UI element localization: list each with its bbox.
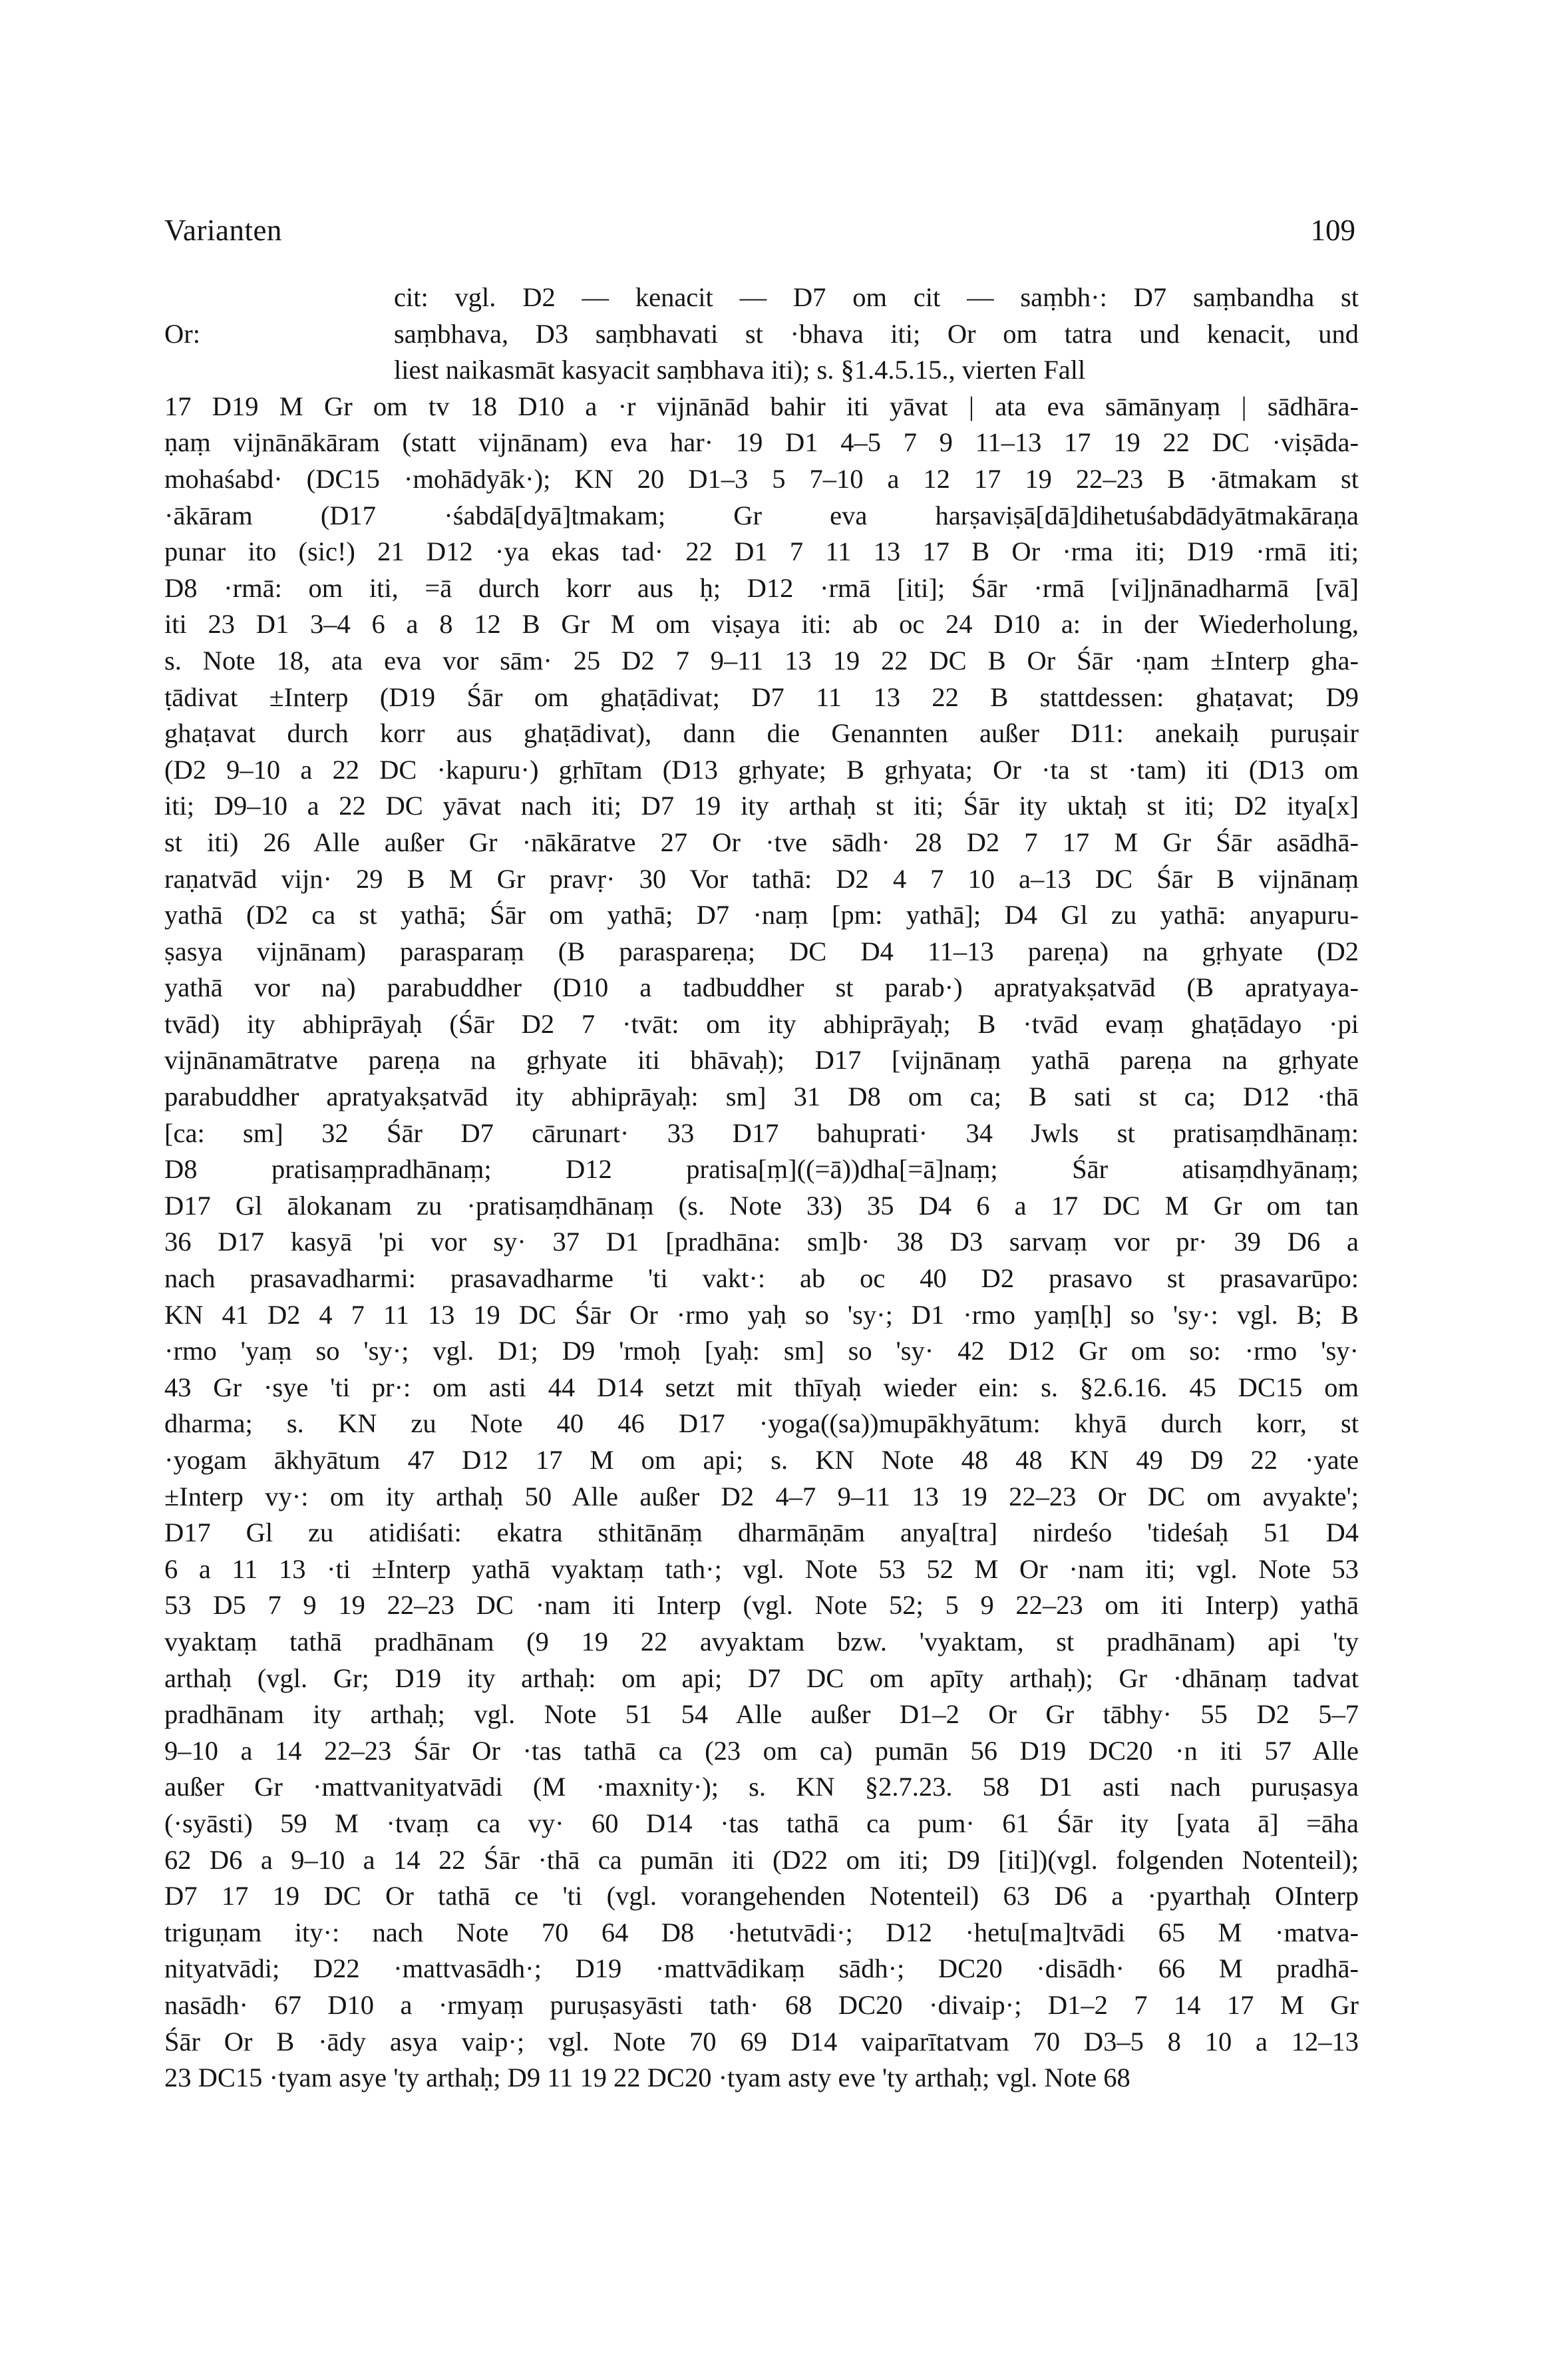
- note-line: ṭādivat ±Interp (D19 Śār om ghaṭādivat; D7 11 13 22 B stattdessen: ghaṭavat; D9: [164, 682, 1359, 712]
- note-line: D17 Gl ālokanam zu ·pratisaṃdhānaṃ (s. Note 33) 35 D4 6 a 17 DC M Gr om tan: [164, 1190, 1359, 1221]
- note-line: außer Gr ·mattvanityatvādi (M ·maxnity·); s. KN §2.7.23. 58 D1 asti nach puruṣasya: [164, 1772, 1359, 1802]
- note-line: ·yogam ākhyātum 47 D12 17 M om api; s. KN Note 48 48 KN 49 D9 22 ·yate: [164, 1445, 1359, 1475]
- note-line: mohaśabd· (DC15 ·mohādyāk·); KN 20 D1–3 5 7–10 a 12 17 19 22–23 B ·ātmakam st: [164, 463, 1359, 494]
- note-line: 62 D6 a 9–10 a 14 22 Śār ·thā ca pumān iti (D22 om iti; D9 [iti])(vgl. folgenden Notenteil);: [164, 1844, 1359, 1875]
- note-line: vyaktaṃ tathā pradhānam (9 19 22 avyaktam bzw. 'vyaktam, st pradhānam) api 'ty: [164, 1626, 1359, 1657]
- note-line: vijnānamātratve pareṇa na gṛhyate iti bhāvaḥ); D17 [vijnānaṃ yathā pareṇa na gṛhyate: [164, 1045, 1359, 1076]
- note-line: ṇaṃ vijnānākāram (statt vijnānam) eva har· 19 D1 4–5 7 9 11–13 17 19 22 DC ·viṣāda-: [164, 427, 1359, 458]
- note-line: (·syāsti) 59 M ·tvaṃ ca vy· 60 D14 ·tas tathā ca pum· 61 Śār ity [yata ā] =āha: [164, 1808, 1359, 1838]
- note-line: 53 D5 7 9 19 22–23 DC ·nam iti Interp (vgl. Note 52; 5 9 22–23 om iti Interp) yathā: [164, 1590, 1359, 1621]
- note-line: yathā (D2 ca st yathā; Śār om yathā; D7 ·naṃ [pm: yathā]; D4 Gl zu yathā: anyapuru-: [164, 900, 1359, 930]
- note-line: 23 DC15 ·tyam asye 'ty arthaḥ; D9 11 19 22 DC20 ·tyam asty eve 'ty arthaḥ; vgl. Note 68: [164, 2063, 1130, 2093]
- note-line: nasādh· 67 D10 a ·rmyaṃ puruṣasyāsti tath· 68 DC20 ·divaip·; D1–2 7 14 17 M Gr: [164, 1989, 1359, 2020]
- note-line: yathā vor na) parabuddher (D10 a tadbuddher st parab·) apratyakṣatvād (B apratyaya-: [164, 972, 1359, 1003]
- running-title: Varianten: [164, 214, 282, 247]
- note-line: ±Interp vy·: om ity arthaḥ 50 Alle außer D2 4–7 9–11 13 19 22–23 Or DC om avyakte';: [164, 1481, 1359, 1511]
- critical-apparatus: [164, 280, 1359, 2096]
- note-line: Śār Or B ·ādy asya vaip·; vgl. Note 70 69 D14 vaiparītatvam 70 D3–5 8 10 a 12–13: [164, 2026, 1359, 2057]
- note-line: nach prasavadharmi: prasavadharme 'ti vakt·: ab oc 40 D2 prasavo st prasavarūpo:: [164, 1263, 1359, 1294]
- running-head: [164, 213, 1355, 253]
- note-line: 43 Gr ·sye 'ti pr·: om asti 44 D14 setzt mit thīyaḥ wieder ein: s. §2.6.16. 45 DC15 om: [164, 1372, 1359, 1402]
- note-line: [ca: sm] 32 Śār D7 cārunart· 33 D17 bahuprati· 34 Jwls st pratisaṃdhānaṃ:: [164, 1117, 1359, 1148]
- note-line: D8 ·rmā: om iti, =ā durch korr aus ḥ; D12 ·rmā [iti]; Śār ·rmā [vi]jnānadharmā [vā]: [164, 572, 1359, 603]
- or-entry-line: saṃbhava, D3 saṃbhavati st ·bhava iti; Or om tatra und kenacit, und: [394, 318, 1359, 349]
- note-line: 36 D17 kasyā 'pi vor sy· 37 D1 [pradhāna: sm]b· 38 D3 sarvaṃ vor pr· 39 D6 a: [164, 1227, 1359, 1257]
- or-entry-line: liest naikasmāt kasyacit saṃbhava iti); s. §1.4.5.15., vierten Fall: [394, 355, 1086, 385]
- note-line: (D2 9–10 a 22 DC ·kapuru·) gṛhītam (D13 gṛhyate; B gṛhyata; Or ·ta st ·tam) iti (D13 om: [164, 754, 1359, 785]
- note-line: st iti) 26 Alle außer Gr ·nākāratve 27 Or ·tve sādh· 28 D2 7 17 M Gr Śār asādhā-: [164, 827, 1359, 857]
- or-entry-line: cit: vgl. D2 — kenacit — D7 om cit — saṃbh·: D7 saṃbandha st: [394, 282, 1359, 312]
- note-line: dharma; s. KN zu Note 40 46 D17 ·yoga((sa))mupākhyātum: khyā durch korr, st: [164, 1408, 1359, 1439]
- note-line: ṣasya vijnānam) parasparaṃ (B parasparеṇa; DC D4 11–13 pareṇa) na gṛhyate (D2: [164, 936, 1359, 966]
- note-line: KN 41 D2 4 7 11 13 19 DC Śār Or ·rmo yaḥ so 'sy·; D1 ·rmo yaṃ[ḥ] so 'sy·: vgl. B; B: [164, 1299, 1359, 1330]
- or-entry-text: [394, 280, 1359, 389]
- note-line: tvād) ity abhiprāyaḥ (Śār D2 7 ·tvāt: om ity abhiprāyaḥ; B ·tvād evaṃ ghaṭādayo ·pi: [164, 1008, 1359, 1039]
- note-line: ·ākāram (D17 ·śabdā[dyā]tmakam; Gr eva harṣaviṣā[dā]dihetuśabdādyātmakāraṇa: [164, 500, 1359, 530]
- note-line: iti 23 D1 3–4 6 a 8 12 B Gr M om viṣaya iti: ab oc 24 D10 a: in der Wiederholung,: [164, 609, 1359, 640]
- note-line: ghaṭavat durch korr aus ghaṭādivat), dann die Genannten außer D11: anekaiḥ puruṣair: [164, 718, 1359, 749]
- note-line: iti; D9–10 a 22 DC yāvat nach iti; D7 19 ity arthaḥ st iti; Śār ity uktaḥ st iti; D2 itya[x]: [164, 791, 1359, 821]
- note-line: ·rmo 'yaṃ so 'sy·; vgl. D1; D9 'rmoḥ [yaḥ: sm] so 'sy· 42 D12 Gr om so: ·rmo 'sy·: [164, 1336, 1359, 1366]
- note-line: 17 D19 M Gr om tv 18 D10 a ·r vijnānād bahir iti yāvat | ata eva sāmānyaṃ | sādhāra-: [164, 391, 1359, 421]
- note-line: punar ito (sic!) 21 D12 ·ya ekas tad· 22 D1 7 11 13 17 B Or ·rma iti; D19 ·rmā iti;: [164, 536, 1359, 567]
- variant-notes: [164, 389, 1359, 2096]
- note-line: D8 pratisaṃpradhānaṃ; D12 pratisa[ṃ]((=ā))dha[=ā]naṃ; Śār atisaṃdhyānaṃ;: [164, 1154, 1359, 1185]
- note-line: raṇatvād vijn· 29 B M Gr pravṛ· 30 Vor tathā: D2 4 7 10 a–13 DC Śār B vijnānaṃ: [164, 863, 1359, 894]
- note-line: D7 17 19 DC Or tathā ce 'ti (vgl. vorangehenden Notenteil) 63 D6 a ·pyarthaḥ OInterp: [164, 1881, 1359, 1911]
- note-line: triguṇam ity·: nach Note 70 64 D8 ·hetutvādi·; D12 ·hetu[ma]tvādi 65 M ·matva-: [164, 1917, 1359, 1947]
- page-number: 109: [1310, 214, 1355, 247]
- note-line: D17 Gl zu atidiśati: ekatra sthitānāṃ dharmāṇām anya[tra] nirdeśo 'tideśaḥ 51 D4: [164, 1517, 1359, 1548]
- note-line: parabuddher apratyakṣatvād ity abhiprāyaḥ: sm] 31 D8 om ca; B sati st ca; D12 ·thā: [164, 1082, 1359, 1112]
- note-line: pradhānam ity arthaḥ; vgl. Note 51 54 Alle außer D1–2 Or Gr tābhy· 55 D2 5–7: [164, 1699, 1359, 1730]
- note-line: nityatvādi; D22 ·mattvasādh·; D19 ·mattvādikaṃ sādh·; DC20 ·disādh· 66 M pradhā-: [164, 1953, 1359, 1984]
- note-line: s. Note 18, ata eva vor sām· 25 D2 7 9–11 13 19 22 DC B Or Śār ·ṇam ±Interp gha-: [164, 645, 1359, 676]
- note-line: 6 a 11 13 ·ti ±Interp yathā vyaktaṃ tath·; vgl. Note 53 52 M Or ·nam iti; vgl. Note 53: [164, 1553, 1359, 1584]
- or-entry: [164, 280, 1359, 389]
- note-line: arthaḥ (vgl. Gr; D19 ity arthaḥ: om api; D7 DC om apīty arthaḥ); Gr ·dhānaṃ tadvat: [164, 1663, 1359, 1693]
- or-label: Or:: [164, 318, 200, 349]
- note-line: 9–10 a 14 22–23 Śār Or ·tas tathā ca (23 om ca) pumān 56 D19 DC20 ·n iti 57 Alle: [164, 1735, 1359, 1766]
